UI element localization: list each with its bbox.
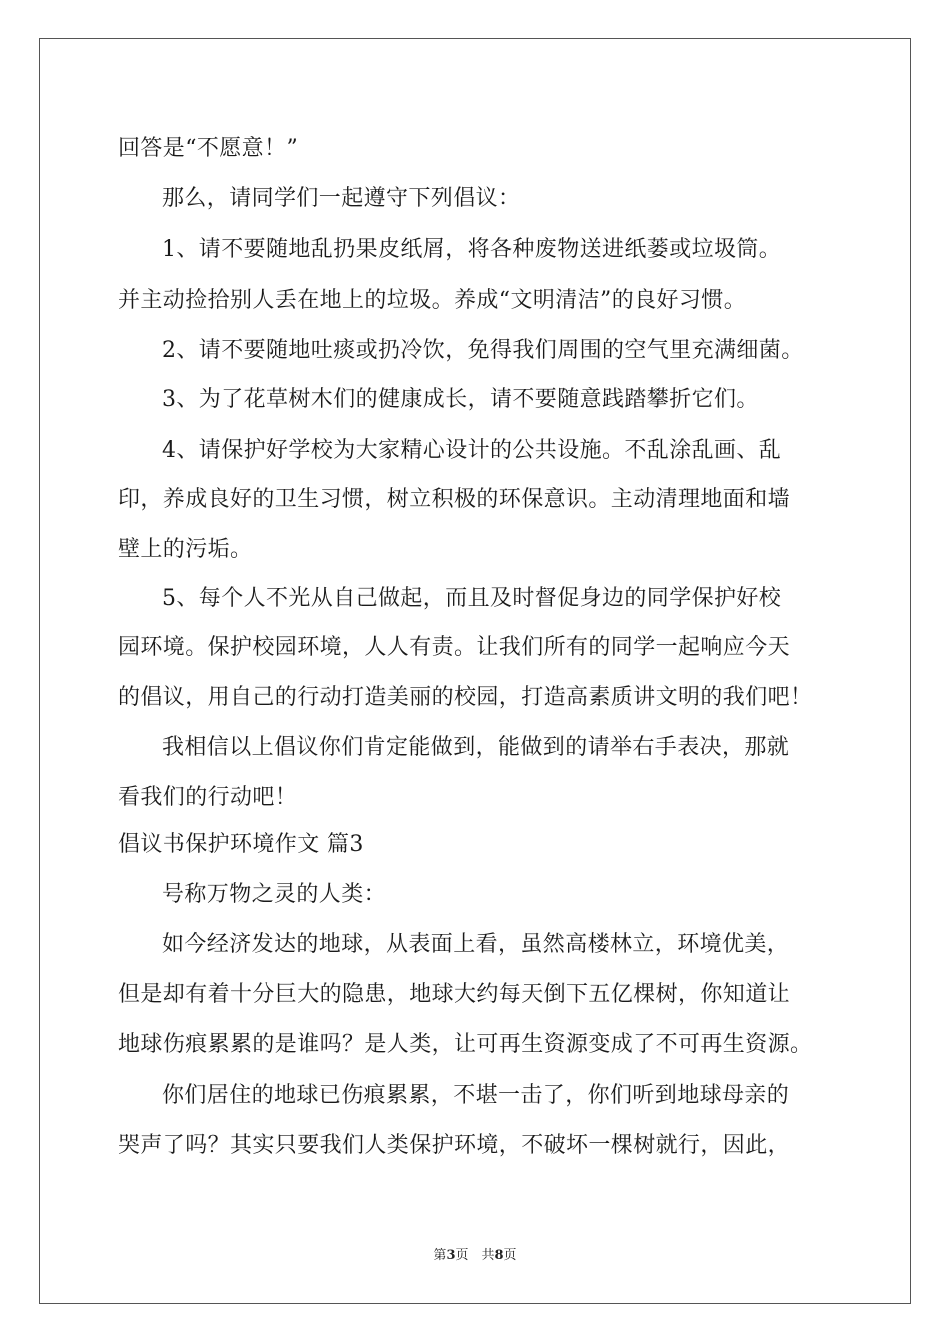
text-line: 3、为了花草树木们的健康成长，请不要随意践踏攀折它们。 (162, 387, 759, 412)
text-line: 印，养成良好的卫生习惯，树立积极的环保意识。主动清理地面和墙 (118, 487, 791, 512)
text-line: 地球伤痕累累的是谁吗？是人类，让可再生资源变成了不可再生资源。 (118, 1032, 813, 1057)
text-line: 1、请不要随地乱扔果皮纸屑，将各种废物送进纸蒌或垃圾筒。 (162, 237, 782, 262)
page-mid: 页 共 (455, 1248, 495, 1263)
text-line: 回答是“不愿意！” (118, 136, 299, 161)
text-line: 园环境。保护校园环境，人人有责。让我们所有的同学一起响应今天 (118, 635, 791, 660)
page-suffix: 页 (503, 1248, 517, 1263)
text-line: 看我们的行动吧！ (118, 785, 298, 810)
text-line: 你们居住的地球已伤痕累累，不堪一击了，你们听到地球母亲的 (162, 1083, 790, 1108)
total-page-number: 8 (494, 1248, 504, 1263)
current-page-number: 3 (446, 1248, 456, 1263)
text-line: 如今经济发达的地球，从表面上看，虽然高楼林立，环境优美， (162, 932, 790, 957)
text-line: 但是却有着十分巨大的隐患，地球大约每天倒下五亿棵树，你知道让 (118, 982, 791, 1007)
text-line: 我相信以上倡议你们肯定能做到，能做到的请举右手表决，那就 (162, 735, 790, 760)
text-line: 2、请不要随地吐痰或扔冷饮，免得我们周围的空气里充满细菌。 (162, 338, 804, 363)
page-prefix: 第 (433, 1248, 447, 1263)
text-line: 那么，请同学们一起遵守下列倡议： (162, 186, 521, 211)
text-line: 并主动捡拾别人丢在地上的垃圾。养成“文明清洁”的良好习惯。 (118, 288, 747, 313)
page-number-footer (0, 1247, 950, 1265)
text-line: 哭声了吗？其实只要我们人类保护环境，不破坏一棵树就行，因此， (118, 1133, 791, 1158)
text-line: 5、每个人不光从自己做起，而且及时督促身边的同学保护好校 (162, 586, 782, 611)
section-heading: 倡议书保护环境作文 篇3 (118, 832, 364, 857)
page-border (39, 38, 911, 1304)
text-line: 4、请保护好学校为大家精心设计的公共设施。不乱涂乱画、乱 (162, 438, 782, 463)
text-line: 号称万物之灵的人类： (162, 882, 387, 907)
text-line: 壁上的污垢。 (118, 537, 253, 562)
text-line: 的倡议，用自己的行动打造美丽的校园，打造高素质讲文明的我们吧！ (118, 685, 813, 710)
